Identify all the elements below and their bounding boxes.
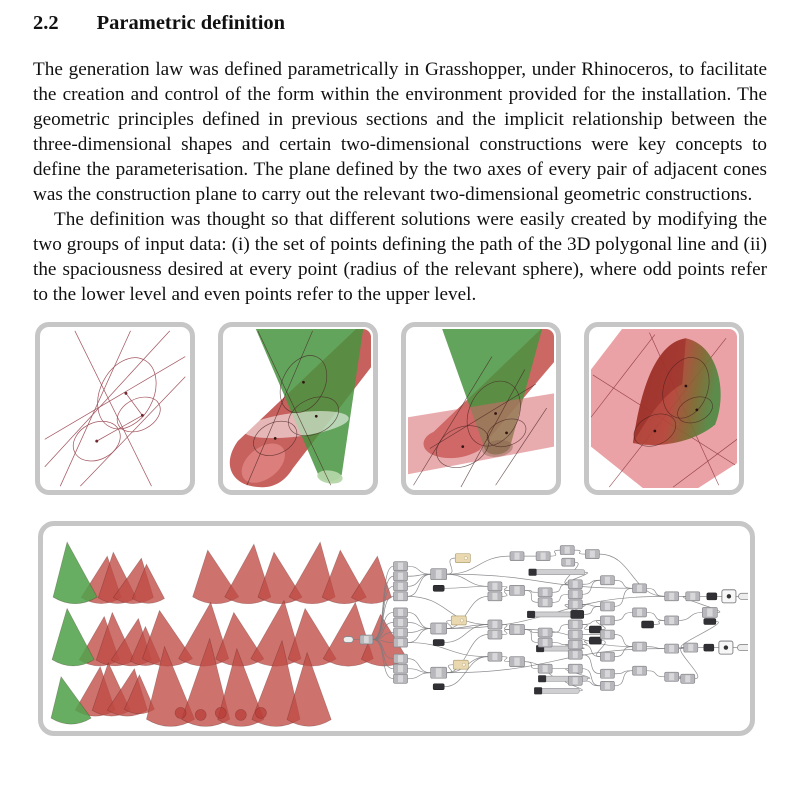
body-text <box>33 57 767 307</box>
section-heading <box>33 12 767 35</box>
paragraph-1: The generation law was defined parametrically in Grasshopper, under Rhinoceros, to facilitate the creation and control of the form within the environment provided for the installation. The geometric principles defined in previous sections and the implicit relationship between the three-dimensional shapes and certain two-dimensional constructions were key concepts to define the parameterisation. The plane defined by the two axes of every pair of adjacent cones was the construction plane to carry out the relevant two-dimensional geometric constructions. <box>33 59 767 205</box>
figure-plane-view-image <box>591 329 737 488</box>
construction-plane <box>408 393 554 474</box>
figure-panel-cones-plane <box>401 322 561 495</box>
figure-panel-definition <box>38 521 755 736</box>
section-title: Parametric definition <box>96 12 286 34</box>
figure-panel-cone-pair <box>218 322 378 495</box>
figure-cone-pair-image <box>225 329 371 488</box>
figure-panel-plane-view <box>584 322 744 495</box>
figure-row <box>35 322 767 495</box>
centre-points <box>95 392 144 443</box>
figure-2d-construction-image <box>42 329 188 488</box>
paragraph-2: The definition was thought so that different solutions were easily created by modifying the two groups of input data: (i) the set of points defining the path of the 3D polygonal line and (ii) the spaciousness desired at every point (radius of the relevant sphere), where odd points refer to the lower level and even points refer to the upper level. <box>33 209 767 305</box>
figure-panel-2d-construction <box>35 322 195 495</box>
figure-cones-plane-image <box>408 329 554 488</box>
cone-variants <box>51 542 408 726</box>
grasshopper-node-graph <box>343 546 748 695</box>
section-number: 2.2 <box>33 12 59 34</box>
figure-definition-image <box>45 528 748 729</box>
